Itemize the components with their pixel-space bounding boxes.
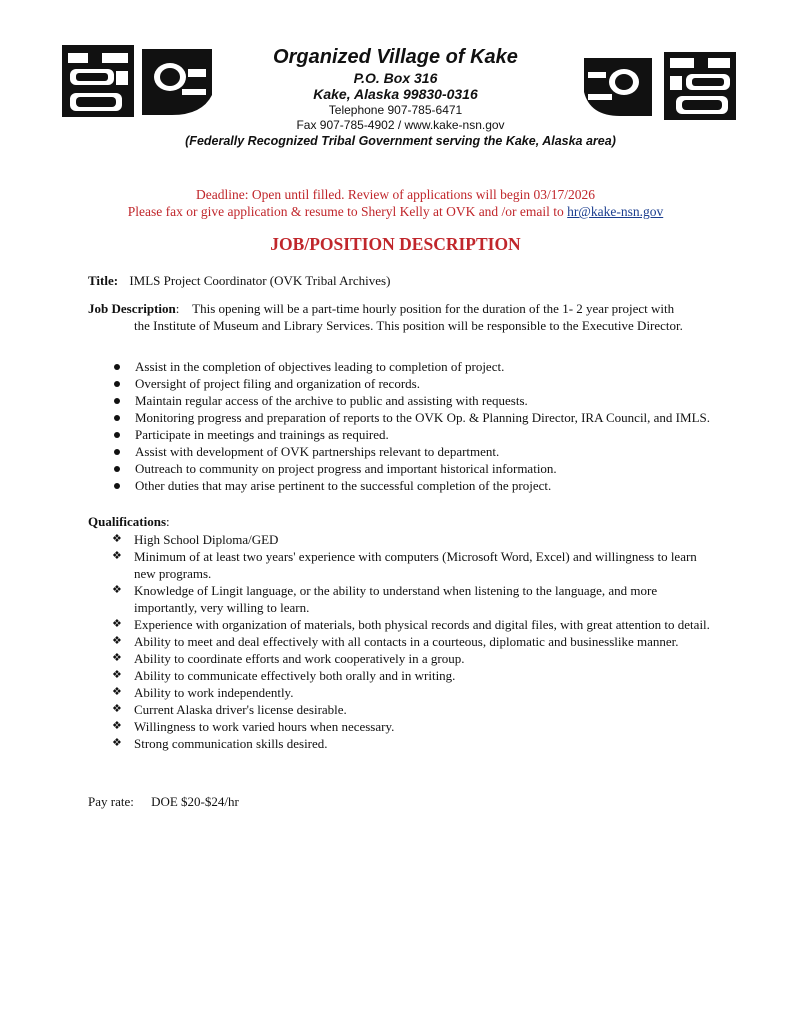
qualification-item: ❖ Strong communication skills desired. [112, 736, 328, 751]
qualification-item: ❖ Ability to coordinate efforts and work cooperatively in a group. [112, 651, 465, 666]
bullet-icon [114, 398, 120, 404]
diamond-bullet-icon: ❖ [112, 635, 122, 647]
bullet-icon [114, 381, 120, 387]
apply-text: Please fax or give application & resume to Sheryl Kelly at OVK and /or email to [127, 204, 568, 219]
apply-instructions [0, 203, 791, 220]
duty-item: Outreach to community on project progress and important historical information. [135, 460, 720, 477]
qualification-item: ❖ Willingness to work varied hours when necessary. [112, 719, 395, 734]
pay-rate [88, 793, 239, 810]
deadline-notice: Deadline: Open until filled. Review of applications will begin 03/17/2026 [196, 187, 595, 202]
title-value: IMLS Project Coordinator (OVK Tribal Archives) [129, 273, 391, 288]
diamond-bullet-icon: ❖ [112, 686, 122, 698]
bullet-icon [114, 415, 120, 421]
title-label: Title: [88, 273, 119, 288]
duty-item: Participate in meetings and trainings as required. [135, 426, 720, 443]
city-address: Kake, Alaska 99830-0316 [313, 86, 478, 102]
qualifications-heading: Qualifications: [88, 514, 170, 529]
diamond-bullet-icon: ❖ [112, 618, 122, 630]
job-description: Job Description: This opening will be a part-time hourly position for the duration of the 1- 2 year project with the Institute of Museum and Library Services. This position will be responsible to the Executive Director. [88, 301, 683, 333]
qualification-item: ❖ Ability to work independently. [112, 685, 294, 700]
qualification-item: ❖ Ability to meet and deal effectively with all contacts in a courteous, diplomatic and businesslike manner. [112, 634, 679, 649]
bullet-icon [114, 483, 120, 489]
job-title-line [88, 272, 390, 289]
bullet-icon [114, 364, 120, 370]
qualification-item: ❖ Minimum of at least two years' experience with computers (Microsoft Word, Excel) and willingness to learn new programs. [112, 549, 697, 581]
tagline: (Federally Recognized Tribal Government serving the Kake, Alaska area) [185, 134, 616, 148]
qualification-item: ❖ Experience with organization of materials, both physical records and digital files, with great attention to detail. [112, 617, 710, 632]
duty-item: Assist in the completion of objectives leading to completion of project. [135, 358, 720, 375]
duty-item: Monitoring progress and preparation of reports to the OVK Op. & Planning Director, IRA Council, and IMLS. [135, 409, 720, 426]
po-box: P.O. Box 316 [353, 70, 438, 86]
bullet-icon [114, 449, 120, 455]
bullet-icon [114, 466, 120, 472]
diamond-bullet-icon: ❖ [112, 533, 122, 545]
pay-label: Pay rate: [88, 794, 134, 809]
duty-item: Assist with development of OVK partnerships relevant to department. [135, 443, 720, 460]
diamond-bullet-icon: ❖ [112, 737, 122, 749]
diamond-bullet-icon: ❖ [112, 669, 122, 681]
job-description-text-2: the Institute of Museum and Library Services. This position will be responsible to the Executive Director. [134, 318, 683, 333]
job-description-text: This opening will be a part-time hourly position for the duration of the 1- 2 year project with [192, 301, 675, 316]
duty-item: Other duties that may arise pertinent to the successful completion of the project. [135, 477, 720, 494]
bullet-icon [114, 432, 120, 438]
duties-list [135, 358, 720, 494]
page-heading: JOB/POSITION DESCRIPTION [270, 234, 521, 254]
email-link[interactable]: hr@kake-nsn.gov [567, 204, 664, 219]
qualification-item: ❖ Ability to communicate effectively both orally and in writing. [112, 668, 456, 683]
pay-value: DOE $20-$24/hr [151, 794, 239, 809]
qualification-item: ❖ Current Alaska driver's license desirable. [112, 702, 347, 717]
org-name: Organized Village of Kake [273, 46, 518, 68]
duty-item: Maintain regular access of the archive to public and assisting with requests. [135, 392, 720, 409]
qualification-item: ❖ Knowledge of Lingit language, or the ability to understand when listening to the language, and more importantly, very willing to learn. [112, 583, 658, 615]
diamond-bullet-icon: ❖ [112, 652, 122, 664]
qualifications-list [112, 531, 720, 752]
diamond-bullet-icon: ❖ [112, 703, 122, 715]
diamond-bullet-icon: ❖ [112, 584, 122, 596]
fax-website: Fax 907-785-4902 / www.kake-nsn.gov [296, 118, 505, 132]
diamond-bullet-icon: ❖ [112, 550, 122, 562]
diamond-bullet-icon: ❖ [112, 720, 122, 732]
duty-item: Oversight of project filing and organization of records. [135, 375, 720, 392]
qualification-item: ❖ High School Diploma/GED [112, 532, 279, 547]
job-description-label: Job Description [88, 301, 176, 316]
telephone: Telephone 907-785-6471 [328, 103, 463, 117]
